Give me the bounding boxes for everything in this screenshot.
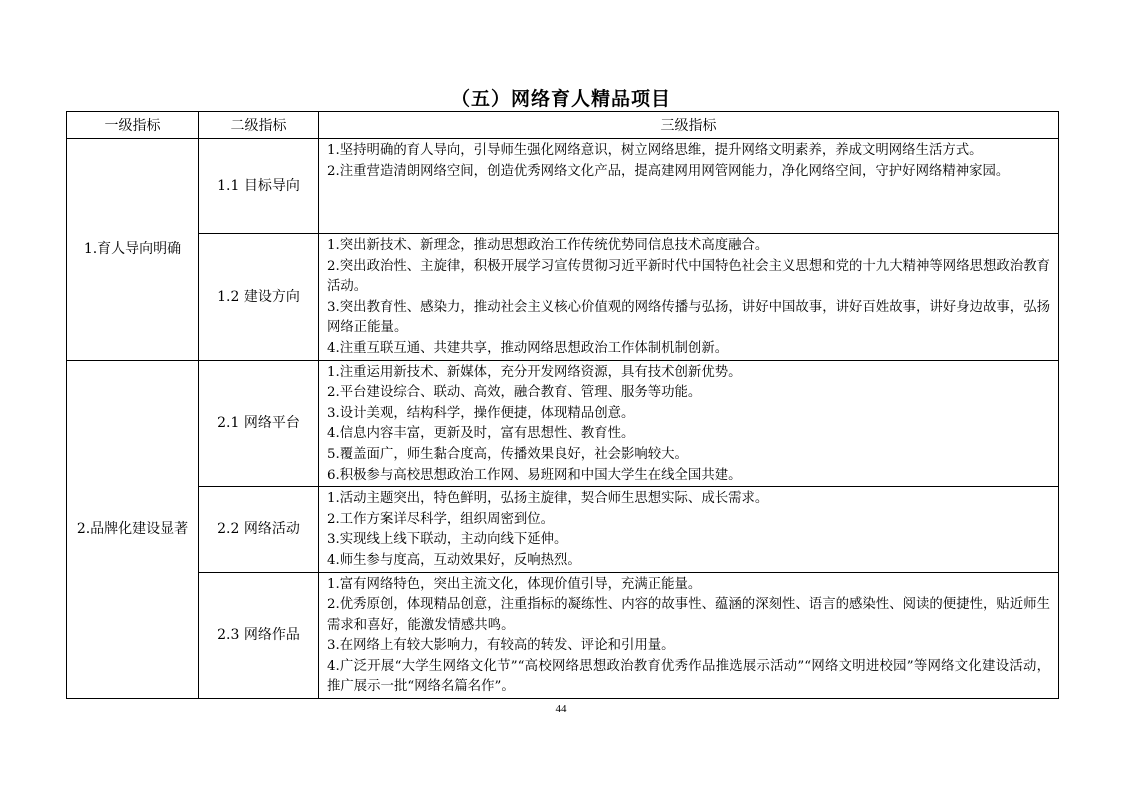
level2-cell: 1.1 目标导向 (199, 139, 319, 234)
page-number: 44 (555, 703, 567, 715)
page-title: （五）网络育人精品项目 (450, 88, 671, 110)
list-item: 6.积极参与高校思想政治工作网、易班网和中国大学生在线全国共建。 (327, 467, 742, 483)
level3-cell (319, 139, 1059, 234)
level1-cell: 1.育人导向明确 (67, 139, 199, 361)
table-row (67, 360, 1059, 487)
header-level1: 一级指标 (67, 112, 199, 139)
table-row (67, 572, 1059, 699)
list-item: 2.突出政治性、主旋律，积极开展学习宣传贯彻习近平新时代中国特色社会主义思想和党的十九大精神等网络思想政治教育活动。 (327, 258, 1050, 295)
list-item: 1.突出新技术、新理念，推动思想政治工作传统优势同信息技术高度融合。 (327, 238, 769, 253)
header-level3: 三级指标 (319, 112, 1059, 139)
table-header-row (67, 112, 1059, 139)
table-row (67, 234, 1059, 361)
list-item: 3.突出教育性、感染力，推动社会主义核心价值观的网络传播与弘扬，讲好中国故事，讲好百姓故事，讲好身边故事，弘扬网络正能量。 (327, 299, 1050, 336)
level3-cell (319, 234, 1059, 361)
list-item: 3.设计美观，结构科学，操作便捷，体现精品创意。 (327, 405, 635, 421)
list-item: 1.富有网络特色，突出主流文化，体现价值引导，充满正能量。 (327, 576, 702, 592)
level2-cell: 2.2 网络活动 (199, 487, 319, 572)
list-item: 2.优秀原创，体现精品创意，注重指标的凝练性、内容的故事性、蕴涵的深刻性、语言的感染性、阅读的便捷性，贴近师生需求和喜好，能激发情感共鸣。 (327, 597, 1050, 633)
level2-cell: 2.3 网络作品 (199, 572, 319, 699)
level1-cell: 2.品牌化建设显著 (67, 360, 199, 699)
list-item: 2.工作方案详尽科学，组织周密到位。 (327, 511, 555, 527)
list-item: 3.在网络上有较大影响力，有较高的转发、评论和引用量。 (327, 638, 675, 654)
level3-cell (319, 572, 1059, 699)
list-item: 5.覆盖面广，师生黏合度高，传播效果良好，社会影响较大。 (327, 446, 688, 462)
level2-cell: 2.1 网络平台 (199, 360, 319, 487)
list-item: 1.坚持明确的育人导向，引导师生强化网络意识，树立网络思维，提升网络文明素养，养成文明网络生活方式。 (327, 143, 983, 158)
level3-cell (319, 360, 1059, 487)
list-item: 2.注重营造清朗网络空间，创造优秀网络文化产品，提高建网用网管网能力，净化网络空间，守护好网络精神家园。 (327, 163, 1010, 179)
list-item: 4.注重互联互通、共建共享，推动网络思想政治工作体制机制创新。 (327, 340, 729, 356)
list-item: 4.广泛开展“大学生网络文化节”“高校网络思想政治教育优秀作品推选展示活动”“网络文明进校园”等网络文化建设活动，推广展示一批“网络名篇名作”。 (327, 658, 1050, 695)
level2-cell: 1.2 建设方向 (199, 234, 319, 361)
table-row (67, 139, 1059, 234)
table-row (67, 487, 1059, 572)
list-item: 1.注重运用新技术、新媒体，充分开发网络资源，具有技术创新优势。 (327, 364, 742, 380)
header-level2: 二级指标 (199, 112, 319, 139)
list-item: 2.平台建设综合、联动、高效，融合教育、管理、服务等功能。 (327, 385, 702, 401)
list-item: 3.实现线上线下联动，主动向线下延伸。 (327, 532, 568, 548)
level3-cell (319, 487, 1059, 572)
list-item: 4.信息内容丰富，更新及时，富有思想性、教育性。 (327, 426, 635, 442)
list-item: 4.师生参与度高，互动效果好，反响热烈。 (327, 552, 581, 568)
indicator-table (66, 111, 1059, 699)
list-item: 1.活动主题突出，特色鲜明，弘扬主旋律，契合师生思想实际、成长需求。 (327, 491, 769, 507)
